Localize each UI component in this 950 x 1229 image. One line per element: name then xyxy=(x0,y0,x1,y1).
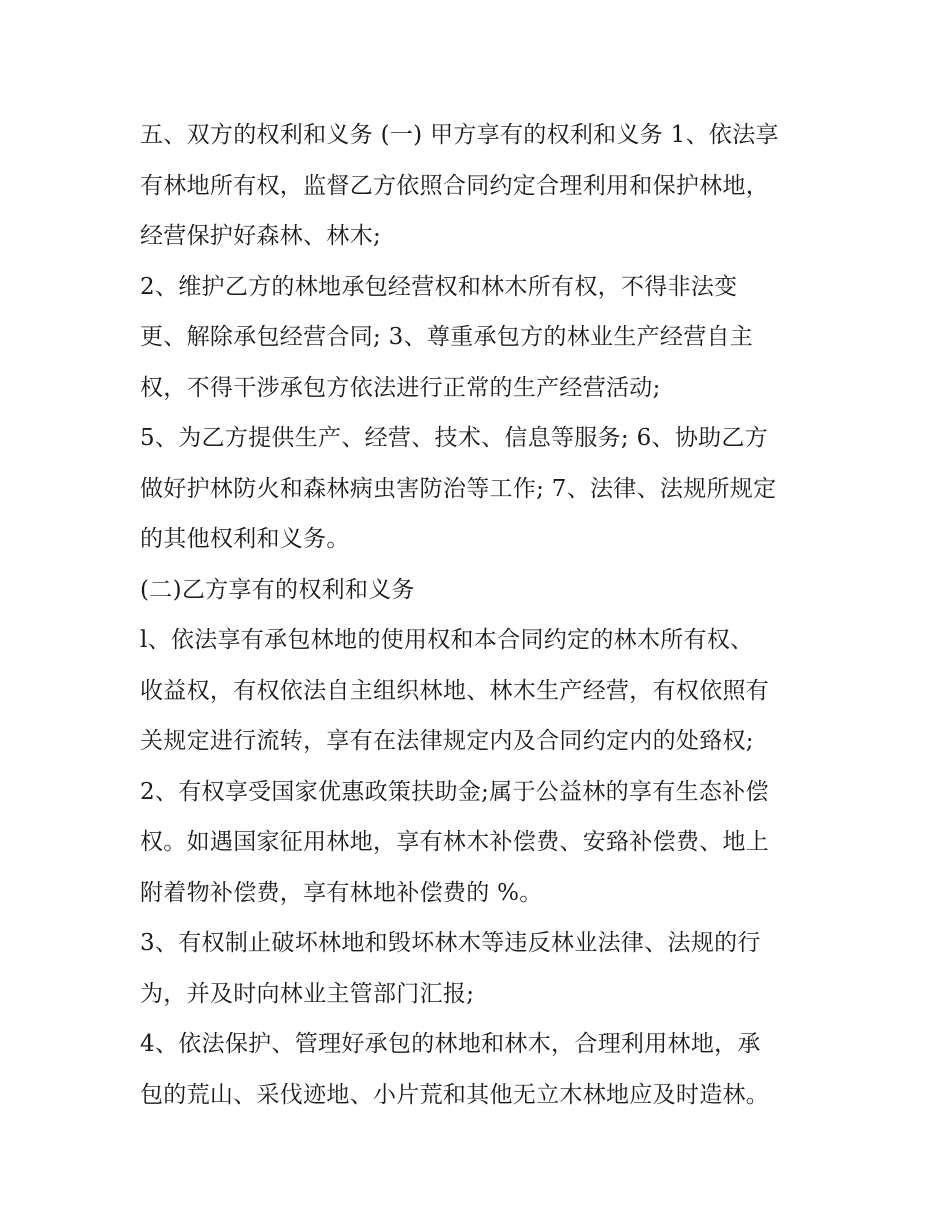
text-line: 权，不得干涉承包方依法进行正常的生产经营活动; xyxy=(140,374,661,401)
text-line: 2、有权享受国家优惠政策扶助金;属于公益林的享有生态补偿 xyxy=(140,778,769,805)
text-line: 权。如遇国家征用林地，享有林木补偿费、安臵补偿费、地上 xyxy=(140,829,770,855)
text-line: 为，并及时向林业主管部门汇报; xyxy=(140,980,475,1007)
section-heading: (二)乙方享有的权利和义务 xyxy=(140,576,415,603)
text-line: 五、双方的权利和义务 (一) 甲方享有的权利和义务 1、依法享 xyxy=(140,122,779,148)
text-line: 经营保护好森林、林木; xyxy=(140,223,382,249)
text-line: 关规定进行流转，享有在法律规定内及合同约定内的处臵权; xyxy=(140,728,754,754)
text-line: 做好护林防火和森林病虫害防治等工作; 7、法律、法规所规定 xyxy=(140,475,777,502)
text-line: 4、依法保护、管理好承包的林地和林木，合理利用林地，承 xyxy=(140,1031,761,1057)
text-line: l、依法享有承包林地的使用权和本合同约定的林木所有权、 xyxy=(140,627,754,653)
text-line: 的其他权利和义务。 xyxy=(140,526,350,552)
text-line: 包的荒山、采伐迹地、小片荒和其他无立木林地应及时造林。 xyxy=(140,1081,770,1108)
text-line: 更、解除承包经营合同; 3、尊重承包方的林业生产经营自主 xyxy=(140,324,754,350)
text-line: 附着物补偿费，享有林地补偿费的 %。 xyxy=(140,879,543,906)
text-line: 收益权，有权依法自主组织林地、林木生产经营，有权依照有 xyxy=(140,677,770,704)
text-line: 5、为乙方提供生产、经营、技术、信息等服务; 6、协助乙方 xyxy=(140,425,769,451)
text-line: 3、有权制止破坏林地和毁坏林木等违反林业法律、法规的行 xyxy=(140,930,761,956)
text-line: 2、维护乙方的林地承包经营权和林木所有权，不得非法变 xyxy=(140,273,738,300)
document-body xyxy=(140,110,820,1120)
text-line: 有林地所有权，监督乙方依照合同约定合理利用和保护林地， xyxy=(140,172,770,199)
